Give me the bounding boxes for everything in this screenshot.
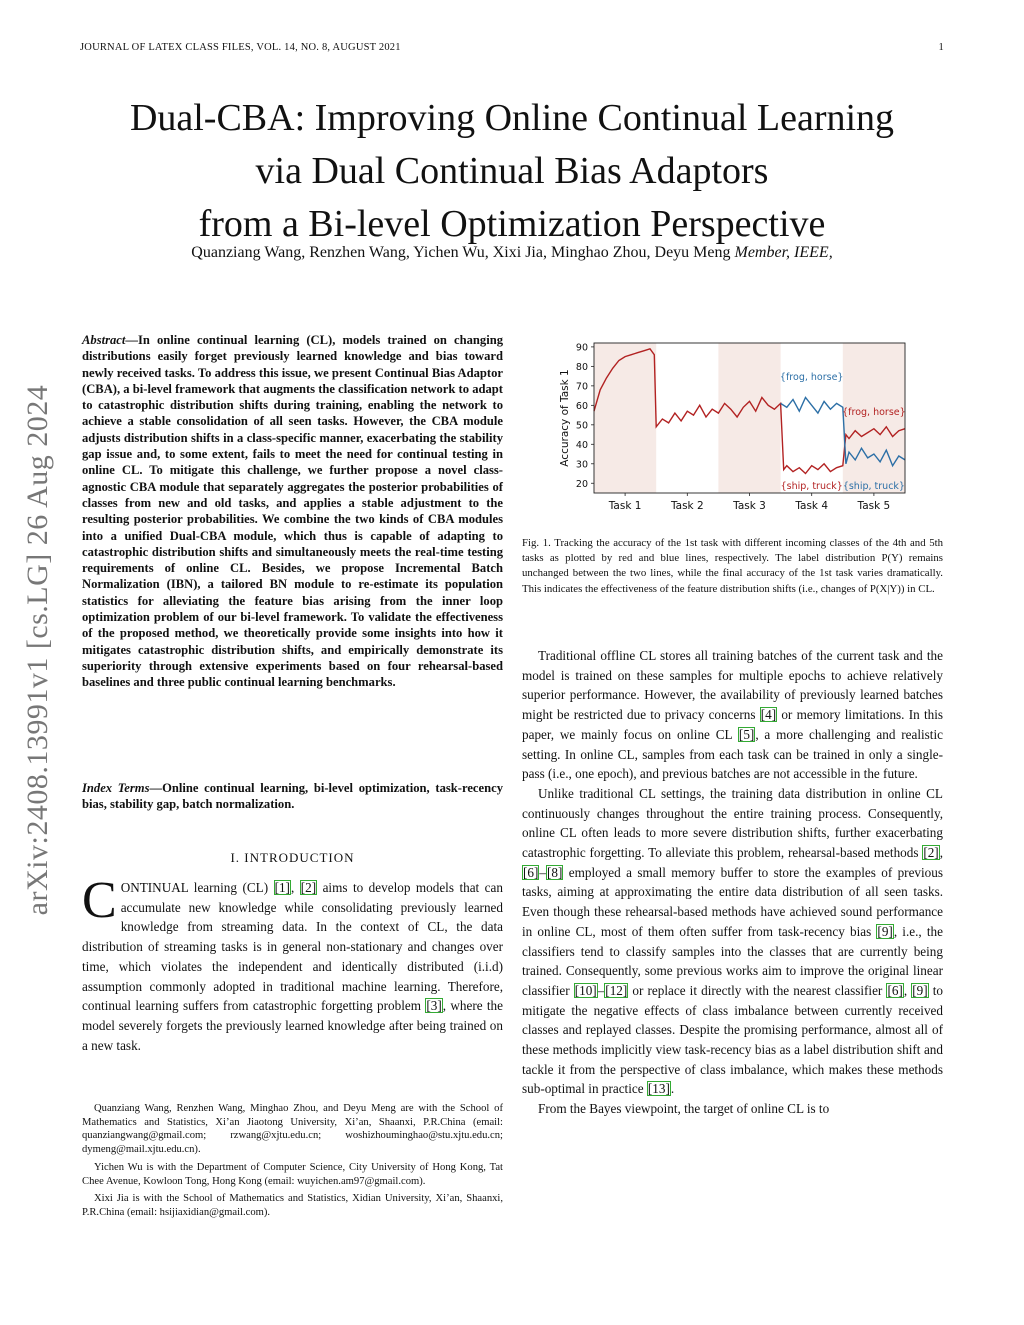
intro-text: ONTINUAL learning (CL) xyxy=(120,880,274,895)
text: , xyxy=(903,982,912,998)
text: , i.e., the classifiers tend to classify samples into the classes that are currently being trained. Consequently, some previous works aim to improve the original linear classifier xyxy=(522,923,943,998)
citation-link[interactable]: [9] xyxy=(912,982,928,998)
citation-link[interactable]: [6] xyxy=(887,982,903,998)
citation-link[interactable]: [6] xyxy=(523,864,539,880)
x-tick-label: Task 2 xyxy=(670,500,704,512)
text: – xyxy=(539,864,546,880)
y-tick-label: 80 xyxy=(575,361,588,373)
author-membership: Member, IEEE, xyxy=(734,244,833,261)
annotation-blue-task4: {frog, horse} xyxy=(779,372,844,384)
paragraph xyxy=(522,646,943,784)
figure-1 xyxy=(520,338,944,528)
text: to mitigate the negative effects of class imbalance between currently received classes and replayed classes. Despite the promising performance, almost all of these methods implicitly view task-recency bias as a label distribution shift and tackle it from the perspective of class imbalance, which makes these methods sub-optimal in practice xyxy=(522,982,944,1097)
x-tick-label: Task 5 xyxy=(857,500,891,512)
text: . xyxy=(670,1081,675,1097)
citation-link[interactable]: [2] xyxy=(300,880,317,895)
intro-text: , where the model severely forgets the previously learned knowledge after being trained on a new task. xyxy=(82,998,504,1053)
page-number: 1 xyxy=(938,42,944,53)
text: From the Bayes viewpoint, the target of online CL is to xyxy=(538,1101,830,1117)
section-heading: I. INTRODUCTION xyxy=(230,850,355,865)
y-tick-label: 50 xyxy=(575,420,588,432)
y-tick-label: 30 xyxy=(575,459,588,471)
paragraph xyxy=(522,1099,943,1119)
citation-link[interactable]: [8] xyxy=(546,864,563,880)
task-shade-band xyxy=(594,343,656,493)
author-list xyxy=(60,244,964,262)
x-tick-label: Task 1 xyxy=(608,500,642,512)
text: , xyxy=(939,845,943,861)
citation-link[interactable]: [13] xyxy=(647,1081,670,1097)
footnote: Quanziang Wang, Renzhen Wang, Minghao Zhou, and Deyu Meng are with the School of Mathematics and Statistics, Xi’an Jiaotong University, Xi’an, Shaanxi, P.R.China (email: quanziangwang@gmail.com; rzwang@xjtu.edu.cn; woshizhouminghao@stu.xjtu.edu.cn; dymeng@mail.xjtu.edu.cn). xyxy=(82,1103,503,1156)
paragraph xyxy=(522,784,943,1099)
y-tick-label: 40 xyxy=(575,439,588,451)
figure-caption: Fig. 1. Tracking the accuracy of the 1st task with different incoming classes of the 4th and 5th tasks as plotted by red and blue lines, respectively. The label distribution P(Y) remains unchanged between the two lines, while the final accuracy of the 1st task varies dramatically. This indicates the effectiveness of the feature distribution shifts (i.e., changes of P(X|Y)) in CL. xyxy=(522,537,943,595)
index-terms: Index Terms—Online continual learning, bi-level optimization, task-recency bias, stability gap, batch normalization. xyxy=(82,781,503,812)
drop-cap: C xyxy=(82,872,117,929)
text: – xyxy=(597,982,605,998)
y-axis-label: Accuracy of Task 1 xyxy=(559,369,571,467)
citation-link[interactable]: [1] xyxy=(274,880,290,895)
title-line-3: from a Bi-level Optimization Perspective xyxy=(198,203,826,245)
abstract-label: Abstract xyxy=(82,333,126,347)
text: or replace it directly with the nearest classifier xyxy=(628,982,887,998)
journal-header: JOURNAL OF LATEX CLASS FILES, VOL. 14, NO. 8, AUGUST 2021 xyxy=(80,42,401,53)
y-tick-label: 60 xyxy=(575,400,588,412)
intro-text: , xyxy=(290,880,300,895)
citation-link[interactable]: [10] xyxy=(574,982,597,998)
index-terms-text: Online continual learning, bi-level optimization, task-recency bias, stability gap, batch normalization. xyxy=(82,781,503,812)
index-terms-label: Index Terms xyxy=(82,781,150,795)
x-tick-label: Task 3 xyxy=(733,500,766,512)
footnote: Yichen Wu is with the Department of Computer Science, City University of Hong Kong, Tat Chee Avenue, Kowloon Tong, Hong Kong (email: wuyichen.am97@gmail.com). xyxy=(82,1161,503,1187)
annotation-blue-task5: {ship, truck} xyxy=(842,481,905,493)
y-tick-label: 70 xyxy=(575,381,588,393)
accuracy-chart xyxy=(520,338,944,528)
intro-paragraph xyxy=(82,872,504,1055)
y-tick-label: 20 xyxy=(575,478,588,490)
title-line-1: Dual-CBA: Improving Online Continual Learning xyxy=(129,97,895,139)
x-tick-label: Task 4 xyxy=(795,500,829,512)
title-line-2: via Dual Continual Bias Adaptors xyxy=(255,150,769,192)
footnote: Xixi Jia is with the School of Mathematics and Statistics, Xidian University, Xi’an, Shaanxi, P.R.China (email: hsijiaxidian@gmail.com). xyxy=(82,1193,503,1218)
text: or memory limitations. In this paper, we mainly focus on online CL xyxy=(522,707,943,742)
authors-names: Quanziang Wang, Renzhen Wang, Yichen Wu, Xixi Jia, Minghao Zhou, Deyu Meng xyxy=(191,244,731,261)
author-footnotes xyxy=(82,1102,503,1224)
abstract-text: In online continual learning (CL), models trained on changing distributions easily forget previously learned knowledge and bias toward newly received tasks. To address this issue, we present Continual Bias Adaptor (CBA), a bi-level framework that augments the classification network to adapt to catastrophic distribution shifts during training, enabling the network to achieve a stable consolidation of all seen tasks. However, the CBA module adjusts distribution shifts in a class-specific manner, exacerbating the stability gap issue and, to some extent, fails to meet the need for continual testing in online CL. To mitigate this challenge, we further propose a novel class-agnostic CBA module that separately aggregates the posterior probabilities of classes from new and old tasks, and applies a stable adjustment to the resulting posterior probabilities. We combine the two kinds of CBA modules into a unified Dual-CBA module, which thus is capable of adapting to catastrophic distribution shifts and simultaneously meets the real-time testing requirements of online CL. Besides, we propose Incremental Batch Normalization (IBN), a tailored BN module to re-estimate its population statistics for alleviating the feature bias arising from the inner loop optimization problem of our bi-level framework. To validate the effectiveness of the proposed method, we theoretically provide some insights into how it mitigates catastrophic distribution shifts, and empirically demonstrate its superiority through extensive experiments based on four rehearsal-based baselines and three public continual learning benchmarks. xyxy=(82,333,503,690)
intro-text: aims to develop models that can accumulate new knowledge while consolidating previously learned knowledge from streaming data. In the context of CL, the data distribution of streaming tasks is in general non-stationary and changes over time, which violates the independent and identically distributed (i.i.d) assumption commonly adopted in traditional machine learning. Therefore, continual learning suffers from catastrophic forgetting problem xyxy=(82,880,503,1014)
citation-link[interactable]: [9] xyxy=(877,923,893,939)
citation-link[interactable]: [2] xyxy=(923,845,939,861)
abstract: Abstract—In online continual learning (CL), models trained on changing distributions easily forget previously learned knowledge and bias toward newly received tasks. To address this issue, we present Continual Bias Adaptor (CBA), a bi-level framework that augments the classification network to adapt to catastrophic distribution shifts during training, enabling the network to achieve a stable consolidation of all seen tasks. However, the CBA module adjusts distribution shifts in a class-specific manner, exacerbating the stability gap issue and, to some extent, fails to meet the need for continual testing in online CL. To mitigate this challenge, we further propose a novel class-agnostic CBA module that separately aggregates the posterior probabilities of classes from new and old tasks, and applies a stable adjustment to the resulting posterior probabilities. We combine the two kinds of CBA modules into a unified Dual-CBA module, which thus is capable of adapting to catastrophic distribution shifts and simultaneously meets the real-time testing requirements of online CL. Besides, we propose Incremental Batch Normalization (IBN), a tailored BN module to re-estimate its population statistics for alleviating the feature bias arising from the inner loop optimization problem of our bi-level framework. To validate the effectiveness of the proposed method, we theoretically provide some insights into how it mitigates catastrophic distribution shifts, and empirically demonstrate its superiority through extensive experiments based on four rehearsal-based baselines and three public continual learning benchmarks. xyxy=(82,333,503,690)
text: Unlike traditional CL settings, the training data distribution in online CL continuously changes throughout the entire training process. Consequently, online CL often leads to more severe distribution shifts, further exacerbating catastrophic forgetting. To alleviate this problem, rehearsal-based methods xyxy=(522,785,943,861)
arxiv-stamp xyxy=(18,350,58,950)
right-column-text xyxy=(522,646,943,1119)
annotation-red-task5: {frog, horse} xyxy=(842,407,906,419)
annotation-red-task4: {ship, truck} xyxy=(780,481,843,493)
citation-link[interactable]: [3] xyxy=(426,998,442,1014)
y-tick-label: 90 xyxy=(575,342,588,354)
paper-title xyxy=(60,92,964,251)
citation-link[interactable]: [4] xyxy=(760,707,777,723)
task-shade-band xyxy=(718,343,780,493)
text: Traditional offline CL stores all training batches of the current task and the model is trained on these samples for multiple epochs to achieve relatively superior performance. However, the availability of previously learned batches might be restricted due to privacy concerns xyxy=(522,648,943,723)
text: employed a small memory buffer to store the examples of previous tasks, aiming at approximating the entire data distribution of all seen tasks. Even though these rehearsal-based methods have achieved sound performance in online CL, most of them often suffer from task-recency bias xyxy=(522,864,943,939)
text: , a more challenging and realistic setting. In online CL, samples from each task can be trained in only a single-pass (i.e., one epoch), and previous batches are not accessible in the future. xyxy=(522,726,943,782)
arxiv-id: arXiv:2408.13991v1 [cs.LG] 26 Aug 2024 xyxy=(21,384,54,916)
citation-link[interactable]: [12] xyxy=(605,982,628,998)
citation-link[interactable]: [5] xyxy=(738,726,755,742)
